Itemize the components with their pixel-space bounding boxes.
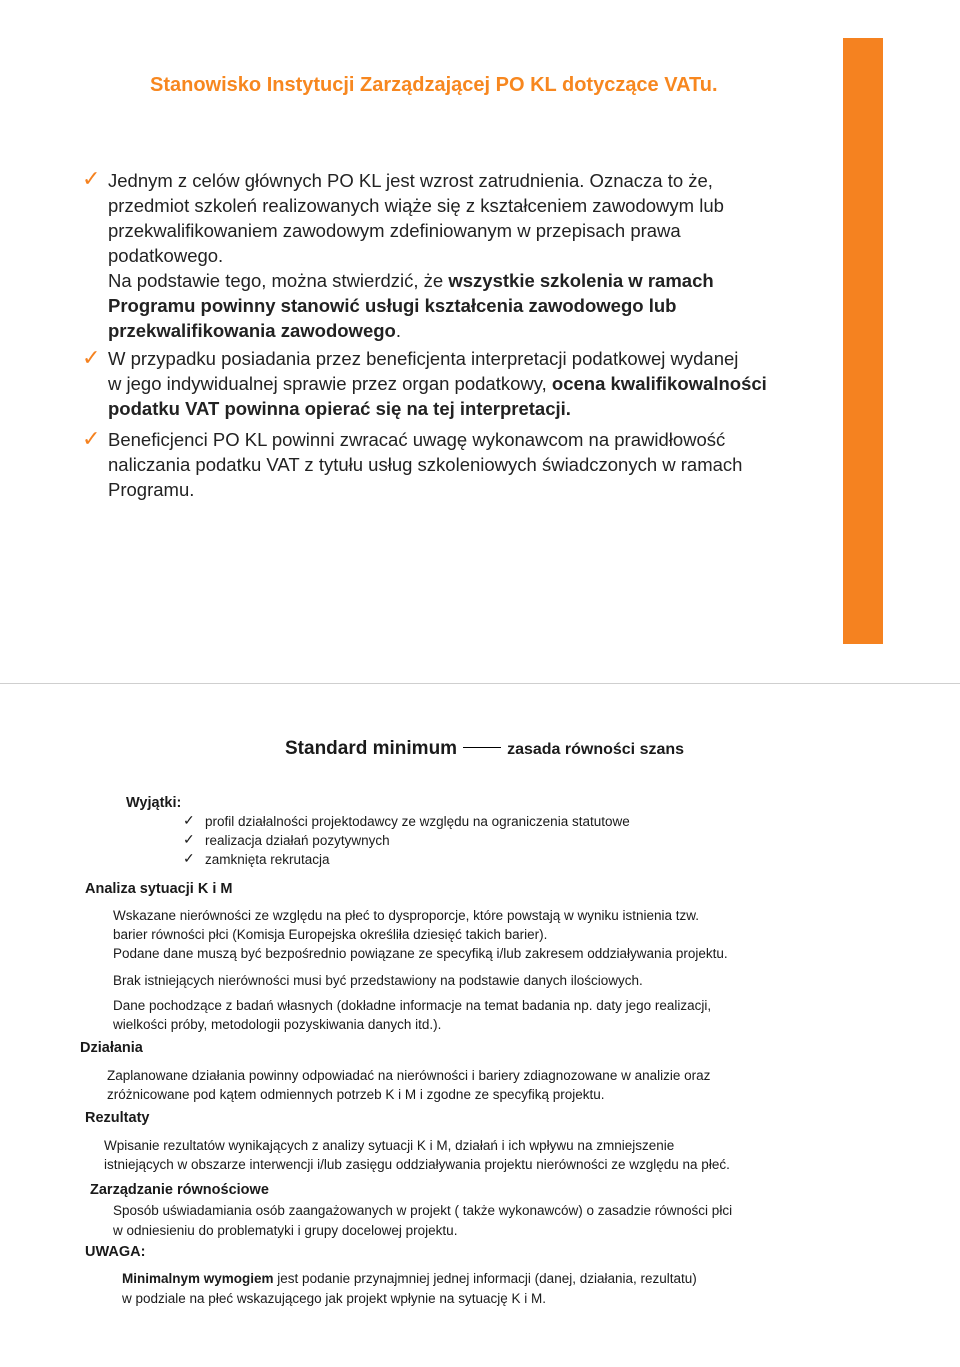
bullet-1	[108, 168, 838, 343]
dzialania-text: Zaplanowane działania powinny odpowiadać na nierówności i bariery zdiagnozowane w analizie oraz	[107, 1068, 711, 1083]
uwaga-label: UWAGA:	[85, 1244, 146, 1260]
bullet-1-text: Na podstawie tego, można stwierdzić, że	[108, 270, 449, 291]
checkmark-icon: ✓	[183, 831, 195, 847]
analiza-text: barier równości płci (Komisja Europejska określiła dziesięć takich barier).	[113, 927, 548, 942]
analiza-text: Wskazane nierówności ze względu na płeć to dysproporcje, które powstają w wyniku istnienia tzw.	[113, 908, 700, 923]
slide-2-title-main: Standard minimum	[285, 738, 458, 759]
uwaga-emphasis: Minimalnym wymogiem	[122, 1271, 274, 1286]
rezultaty-text: istniejących w obszarze interwencji i/lub zasięgu oddziaływania projektu nierówności ze względu na płeć.	[104, 1157, 730, 1172]
uwaga-text	[122, 1269, 830, 1288]
dzialania-text: zróżnicowane pod kątem odmiennych potrzeb K i M i zgodne ze specyfiką projektu.	[107, 1087, 605, 1102]
analiza-text: Brak istniejących nierówności musi być przedstawiony na podstawie danych ilościowych.	[113, 973, 643, 988]
slide-1-title: Stanowisko Instytucji Zarządzającej PO KL dotyczące VATu.	[150, 74, 718, 96]
wyjatki-item: zamknięta rekrutacja	[205, 852, 330, 867]
bullet-2-emphasis: podatku VAT powinna opierać się na tej interpretacji.	[108, 398, 571, 419]
analiza-label: Analiza sytuacji K i M	[85, 881, 233, 897]
bullet-1-line	[108, 268, 838, 293]
period: .	[395, 320, 401, 341]
bullet-1-line: podatkowego.	[108, 245, 224, 266]
bullet-3-line: naliczania podatku VAT z tytułu usług szkoleniowych świadczonych w ramach	[108, 454, 743, 475]
analiza-text: Podane dane muszą być bezpośrednio powiązane ze specyfiką i/lub zakresem oddziaływania projektu.	[113, 946, 728, 961]
bullet-3-line: Beneficjenci PO KL powinni zwracać uwagę wykonawcom na prawidłowość	[108, 429, 726, 450]
bullet-3-line: Programu.	[108, 479, 195, 500]
bullet-1-line: przedmiot szkoleń realizowanych wiąże się z kształceniem zawodowym lub	[108, 195, 724, 216]
orange-side-bar	[843, 38, 883, 644]
uwaga-rest: jest podanie przynajmniej jednej informacji (danej, działania, rezultatu)	[273, 1271, 697, 1286]
wyjatki-item: profil działalności projektodawcy ze względu na ograniczenia statutowe	[205, 814, 630, 829]
slide-2-title	[285, 738, 684, 760]
wyjatki-label: Wyjątki:	[126, 795, 182, 811]
title-dash	[463, 747, 501, 748]
bullet-1-emphasis: przekwalifikowania zawodowego	[108, 320, 396, 341]
bullet-2-text: w jego indywidualnej sprawie przez organ podatkowy,	[108, 373, 552, 394]
bullet-1-line	[108, 293, 838, 318]
checkmark-icon: ✓	[82, 166, 101, 191]
dzialania-label: Działania	[80, 1040, 143, 1056]
checkmark-icon: ✓	[82, 345, 101, 370]
bullet-1-line: Jednym z celów głównych PO KL jest wzrost zatrudnienia. Oznacza to że,	[108, 170, 713, 191]
analiza-text: wielkości próby, metodologii pozyskiwania danych itd.).	[113, 1017, 442, 1032]
bullet-3	[108, 427, 838, 502]
checkmark-icon: ✓	[183, 812, 195, 828]
bullet-2	[108, 346, 838, 421]
zarzadzanie-text: Sposób uświadamiania osób zaangażowanych w projekt ( także wykonawców) o zasadzie równości płci	[113, 1203, 733, 1218]
rezultaty-label: Rezultaty	[85, 1110, 150, 1126]
slide-2-title-sub: zasada równości szans	[507, 741, 685, 758]
bullet-2-emphasis: ocena kwalifikowalności	[551, 373, 767, 394]
zarzadzanie-text: w odniesieniu do problematyki i grupy docelowej projektu.	[113, 1223, 458, 1238]
uwaga-text: w podziale na płeć wskazującego jak projekt wpłynie na sytuację K i M.	[122, 1291, 546, 1306]
analiza-text: Dane pochodzące z badań własnych (dokładne informacje na temat badania np. daty jego realizacji,	[113, 998, 712, 1013]
rezultaty-text: Wpisanie rezultatów wynikających z analizy sytuacji K i M, działań i ich wpływu na zmniejszenie	[104, 1138, 675, 1153]
slide-1	[0, 0, 960, 683]
checkmark-icon: ✓	[183, 850, 195, 866]
bullet-1-line	[108, 318, 838, 343]
bullet-1-emphasis: Programu powinny stanowić usługi kształcenia zawodowego lub	[108, 295, 677, 316]
wyjatki-item: realizacja działań pozytywnych	[205, 833, 390, 848]
bullet-2-line	[108, 396, 838, 421]
bullet-2-line	[108, 371, 838, 396]
slide-divider	[0, 683, 960, 684]
bullet-1-emphasis: wszystkie szkolenia w ramach	[448, 270, 714, 291]
bullet-1-line: przekwalifikowaniem zawodowym zdefiniowanym w przepisach prawa	[108, 220, 681, 241]
bullet-2-line: W przypadku posiadania przez beneficjenta interpretacji podatkowej wydanej	[108, 348, 739, 369]
checkmark-icon: ✓	[82, 426, 101, 451]
zarzadzanie-label: Zarządzanie równościowe	[90, 1182, 269, 1198]
